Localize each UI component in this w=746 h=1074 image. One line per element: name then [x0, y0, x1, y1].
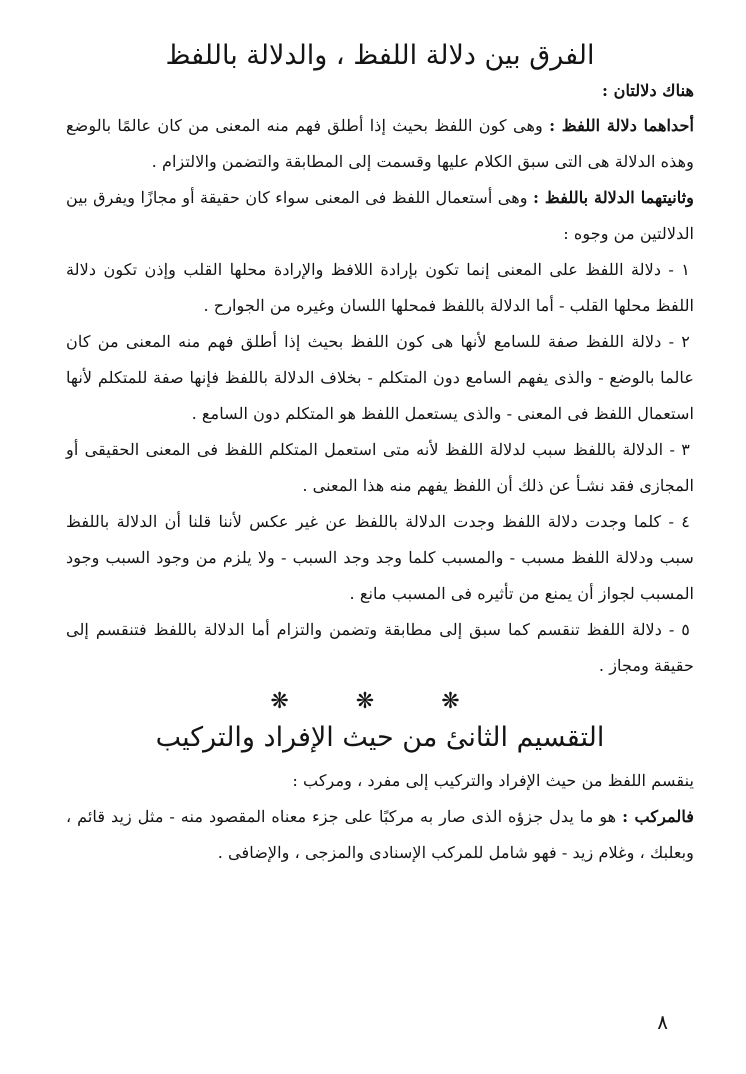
page-title: الفرق بين دلالة اللفظ ، والدلالة باللفظ	[165, 40, 595, 71]
point-2: ٢ - دلالة اللفظ صفة للسامع لأنها هى كون اللفظ بحيث إذا أطلق فهم منه المعنى من كان عالما بالوضع - والذى يفهم السامع دون المتكلم - بخلاف الدلالة باللفظ فإنها صفة للمتكلم لأنها استعمال اللفظ فى المعنى - والذى يستعمل اللفظ هو المتكلم دون السامع .	[66, 332, 694, 424]
paragraph-second-definition	[66, 180, 694, 252]
first-definition-label: أحداهما دلالة اللفظ :	[549, 116, 694, 136]
section-title: التقسيم الثانىٔ من حيث الإفراد والتركيب	[155, 722, 605, 754]
point-5: ٥ - دلالة اللفظ تنقسم كما سبق إلى مطابقة وتضمن والتزام أما الدلالة باللفظ فتنقسم إلى حقيقة ومجاز .	[66, 620, 694, 676]
paragraph-composite-definition	[66, 799, 694, 871]
point-3: ٣ - الدلالة باللفظ سبب لدلالة اللفظ لأنه متى استعمل المتكلم اللفظ فى المعنى الحقيقى أو المجازى فقد نشـأ عن ذلك أن اللفظ يفهم منه هذا المعنى .	[66, 440, 694, 496]
section-separator: ❋ ❋ ❋	[270, 689, 490, 715]
composite-text: هو ما يدل جزؤه الذى صار به مركبًا على جزء معناه المقصود منه - مثل زيد قائم ، وبعلبك ، وغلام زيد - فهو شامل للمركب الإسنادى والمزجى ، والإضافى .	[66, 806, 694, 862]
point-4: ٤ - كلما وجدت دلالة اللفظ وجدت الدلالة باللفظ عن غير عكس لأننا قلنا أن الدلالة باللفظ سبب ودلالة اللفظ مسبب - والمسبب كلما وجد وجد السبب - ولا يلزم من وجود السبب وجود المسبب لجواز أن يمنع من تأثيره فى المسبب مانع .	[66, 512, 694, 604]
composite-label: فالمركب :	[622, 806, 694, 826]
intro-line: هناك دلالتان :	[601, 81, 694, 101]
page-number: ٨	[657, 1010, 668, 1034]
point-1: ١ - دلالة اللفظ على المعنى إنما تكون بإرادة اللافظ والإرادة محلها القلب وإذن تكون دلالة اللفظ محلها القلب - أما الدلالة باللفظ فمحلها اللسان وغيره من الجوارح .	[66, 260, 694, 316]
second-definition-text: وهى أستعمال اللفظ فى المعنى سواء كان حقيقة أو مجازًا ويفرق بين الدلالتين من وجوه :	[66, 188, 694, 244]
first-definition-text: وهى كون اللفظ بحيث إذا أطلق فهم منه المعنى من كان عالمًا بالوضع وهذه الدلالة هى التى سبق الكلام عليها وقسمت إلى المطابقة والتضمن والالتزام .	[66, 116, 694, 172]
second-definition-label: وثانيتهما الدلالة باللفظ :	[532, 188, 694, 208]
section-intro: ينقسم اللفظ من حيث الإفراد والتركيب إلى مفرد ، ومركب :	[292, 770, 694, 790]
paragraph-first-definition	[66, 108, 694, 180]
